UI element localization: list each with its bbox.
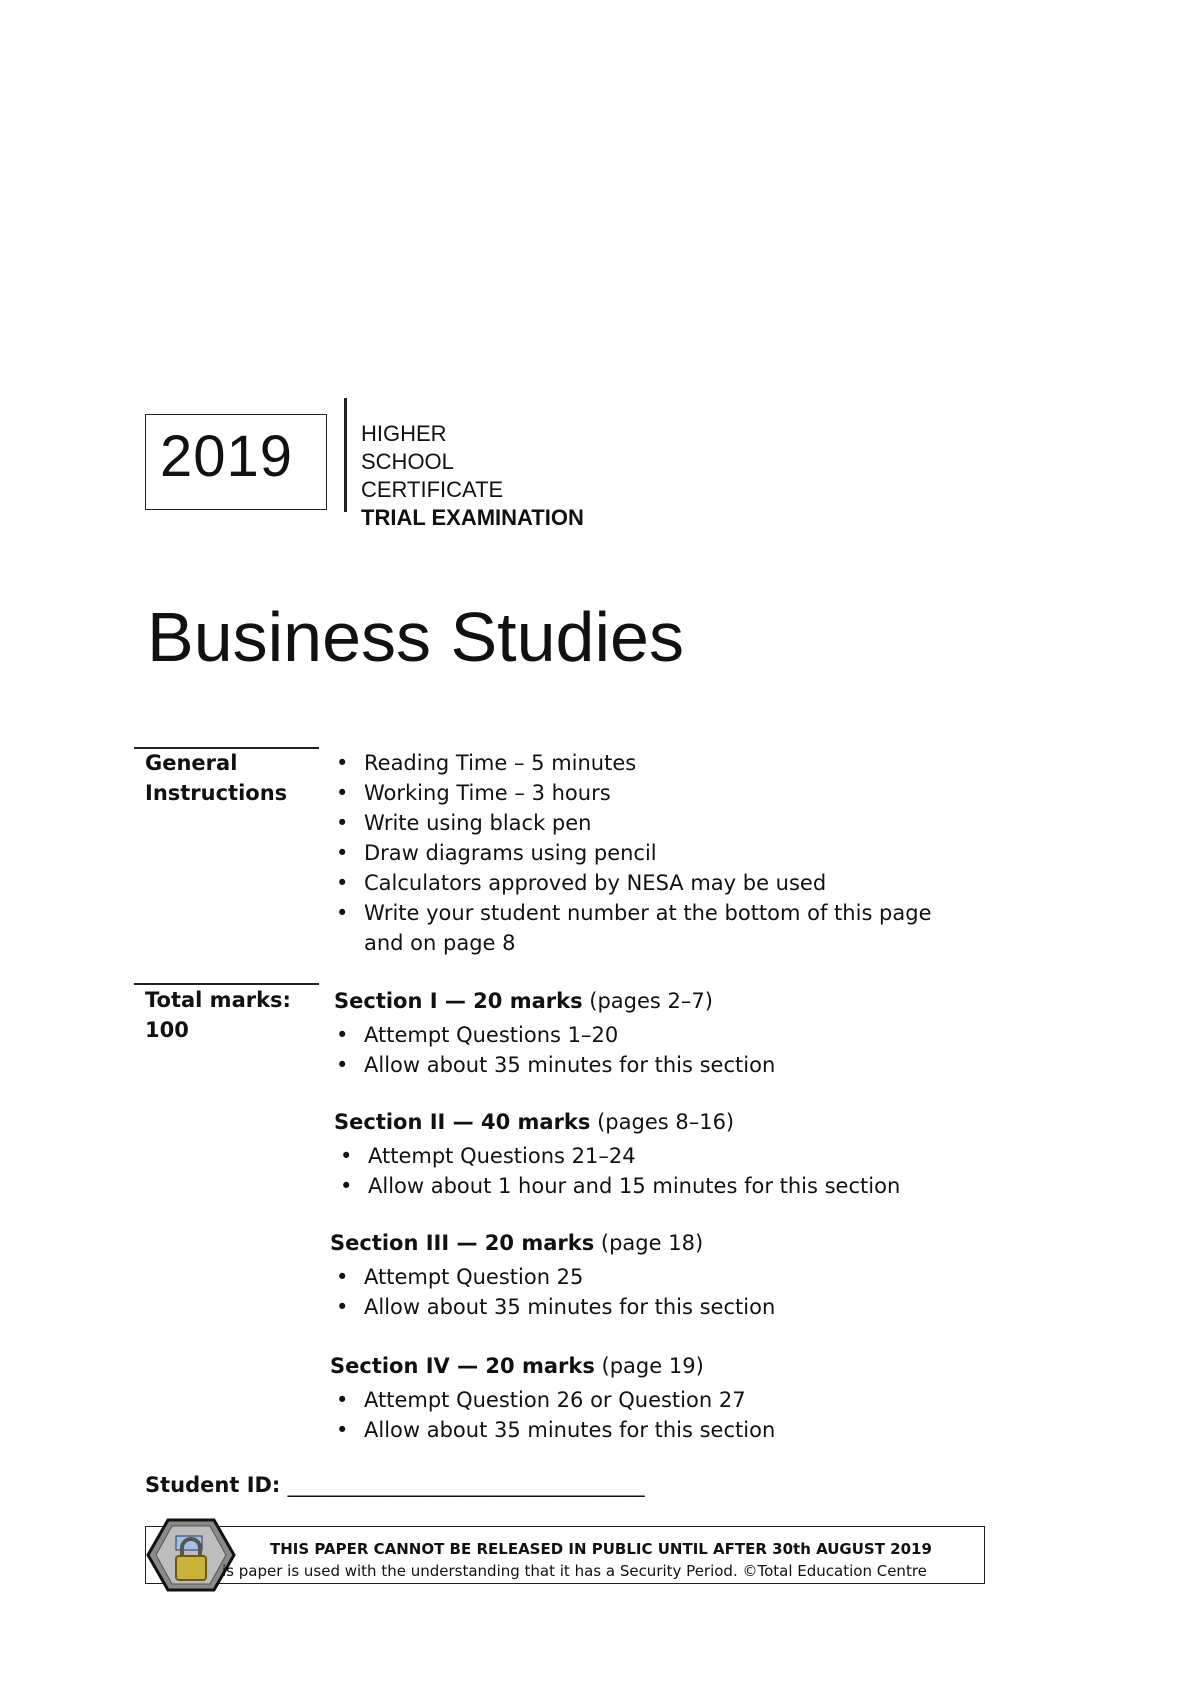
list-item: • Reading Time – 5 minutes	[334, 748, 964, 778]
section-1	[334, 986, 1034, 1080]
section-pages: (page 19)	[601, 1354, 704, 1378]
list-item: • Attempt Questions 1–20	[334, 1020, 1034, 1050]
section-heading: Section II — 40 marks	[334, 1110, 591, 1134]
student-id	[145, 1470, 645, 1500]
general-label-line1: General	[145, 751, 238, 775]
list-item: • Draw diagrams using pencil	[334, 838, 964, 868]
list-item: • Attempt Question 25	[334, 1262, 1030, 1292]
section-2	[334, 1107, 1034, 1201]
padlock-hexagon-icon	[146, 1518, 236, 1592]
student-id-label: Student ID:	[145, 1473, 281, 1497]
total-marks-value: 100	[145, 1018, 189, 1042]
list-item: • Allow about 35 minutes for this section	[334, 1292, 1030, 1322]
exam-type	[361, 420, 584, 532]
section-pages: (page 18)	[600, 1231, 704, 1255]
section-heading: Section III — 20 marks	[330, 1231, 595, 1255]
section-heading: Section IV — 20 marks	[330, 1354, 595, 1378]
header-divider	[344, 398, 347, 512]
section-heading: Section I — 20 marks	[334, 989, 583, 1013]
list-item: • Working Time – 3 hours	[334, 778, 964, 808]
subject-title: Business Studies	[147, 598, 684, 676]
general-label-line2: Instructions	[145, 781, 288, 805]
general-instructions	[334, 748, 964, 958]
section-pages: (pages 8–16)	[597, 1110, 735, 1134]
exam-year: 2019	[160, 424, 294, 489]
list-item: • Write your student number at the bottom of this page and on page 8	[334, 898, 954, 958]
list-item: • Allow about 35 minutes for this section	[334, 1415, 1030, 1445]
exam-type-line4: TRIAL EXAMINATION	[361, 505, 584, 530]
list-item: • Allow about 1 hour and 15 minutes for this section	[338, 1171, 1034, 1201]
exam-type-line2: SCHOOL	[361, 449, 454, 474]
section-3	[330, 1228, 1030, 1322]
general-label	[145, 748, 287, 808]
list-item: • Allow about 35 minutes for this section	[334, 1050, 1034, 1080]
list-item: • Attempt Questions 21–24	[338, 1141, 1034, 1171]
total-marks-label: Total marks:	[145, 988, 291, 1012]
security-period-notice: is paper is used with the understanding that it has a Security Period. ©Total Education Centre	[222, 1562, 927, 1580]
total-marks	[145, 985, 291, 1045]
list-item: • Attempt Question 26 or Question 27	[334, 1385, 1030, 1415]
section-pages: (pages 2–7)	[589, 989, 713, 1013]
section-4	[330, 1351, 1030, 1445]
list-item: • Calculators approved by NESA may be used	[334, 868, 964, 898]
student-id-blank[interactable]: __________________________________	[287, 1473, 645, 1497]
exam-type-line3: CERTIFICATE	[361, 477, 504, 502]
exam-type-line1: HIGHER	[361, 421, 447, 446]
release-notice: THIS PAPER CANNOT BE RELEASED IN PUBLIC UNTIL AFTER 30th AUGUST 2019	[270, 1540, 932, 1558]
list-item: • Write using black pen	[334, 808, 964, 838]
